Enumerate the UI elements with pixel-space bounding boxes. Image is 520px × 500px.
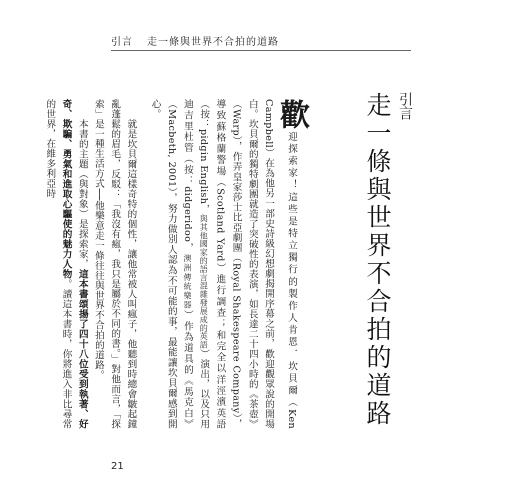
paragraph-3 xyxy=(41,99,90,429)
gloss-pidgin: 與其他國家的語言混雜發展成的英語 xyxy=(199,214,209,349)
header-rule xyxy=(111,50,411,51)
page-number: 21 xyxy=(111,461,124,472)
gloss-didgeridoo: 澳洲傳統樂器 xyxy=(182,254,192,310)
chapter-title: 走一條與世界不合拍的道路 xyxy=(363,92,392,428)
running-head xyxy=(111,33,279,48)
paragraph-1-text-c: ）作為道具的《馬克白》（Macbeth, 2001），努力做別人認為不可能的事，最能讓坎貝爾感到開心。 xyxy=(149,99,193,429)
running-head-title: 走一條與世界不合拍的道路 xyxy=(147,37,279,48)
running-head-part: 引言 xyxy=(111,37,133,48)
body-text xyxy=(41,99,309,430)
drop-cap: 歡 xyxy=(274,99,309,132)
paragraph-3-emphasis: 這本書頌揚了四十八位受到執著、好奇、欺騙、勇氣和進取心驅使的魅力人物 xyxy=(60,99,88,430)
paragraph-3-text-b: 。讀這本書時，你將進入非比尋常的世界，在維多利亞時 xyxy=(44,99,72,429)
chapter-label: 引言 xyxy=(397,92,413,120)
paragraph-1 xyxy=(146,99,309,429)
paragraph-1-text-a: 迎探索家！這些是特立獨行的製作人肯恩．坎貝爾（Ken Campbell）在為他另一部史詩級幻想劇揭開序幕之前，歡迎觀眾說的開場白。坎貝爾的獨特劇團就造了突破性的表演，如長達二十四小時的《茶壺》（Warp），作弄皇家莎士比亞劇團（Royal Shakespeare Company），導致蘇格蘭警場（Scotland Yard）進行調查；和完全以洋涇濱英語（按：pidgin English， xyxy=(198,99,297,429)
paragraph-1-text-b: ）演出，以及只用迪吉里杜管（按：didgeridoo， xyxy=(181,99,210,429)
paragraph-3-text-a: 本書的主題（與對象）是探索家， xyxy=(76,119,88,270)
paragraph-2: 就是坎貝爾這樣奇特的個性，讓他常被人叫瘋子，他聽到時總會皺起鐘亂蓬鬆的眉毛，反駁：「我沒有瘋，我只是屬於不同的書。」對他而言，「探索」是一種生活方式──他樂意走一條往往與世界不合拍的道路。 xyxy=(92,99,137,430)
